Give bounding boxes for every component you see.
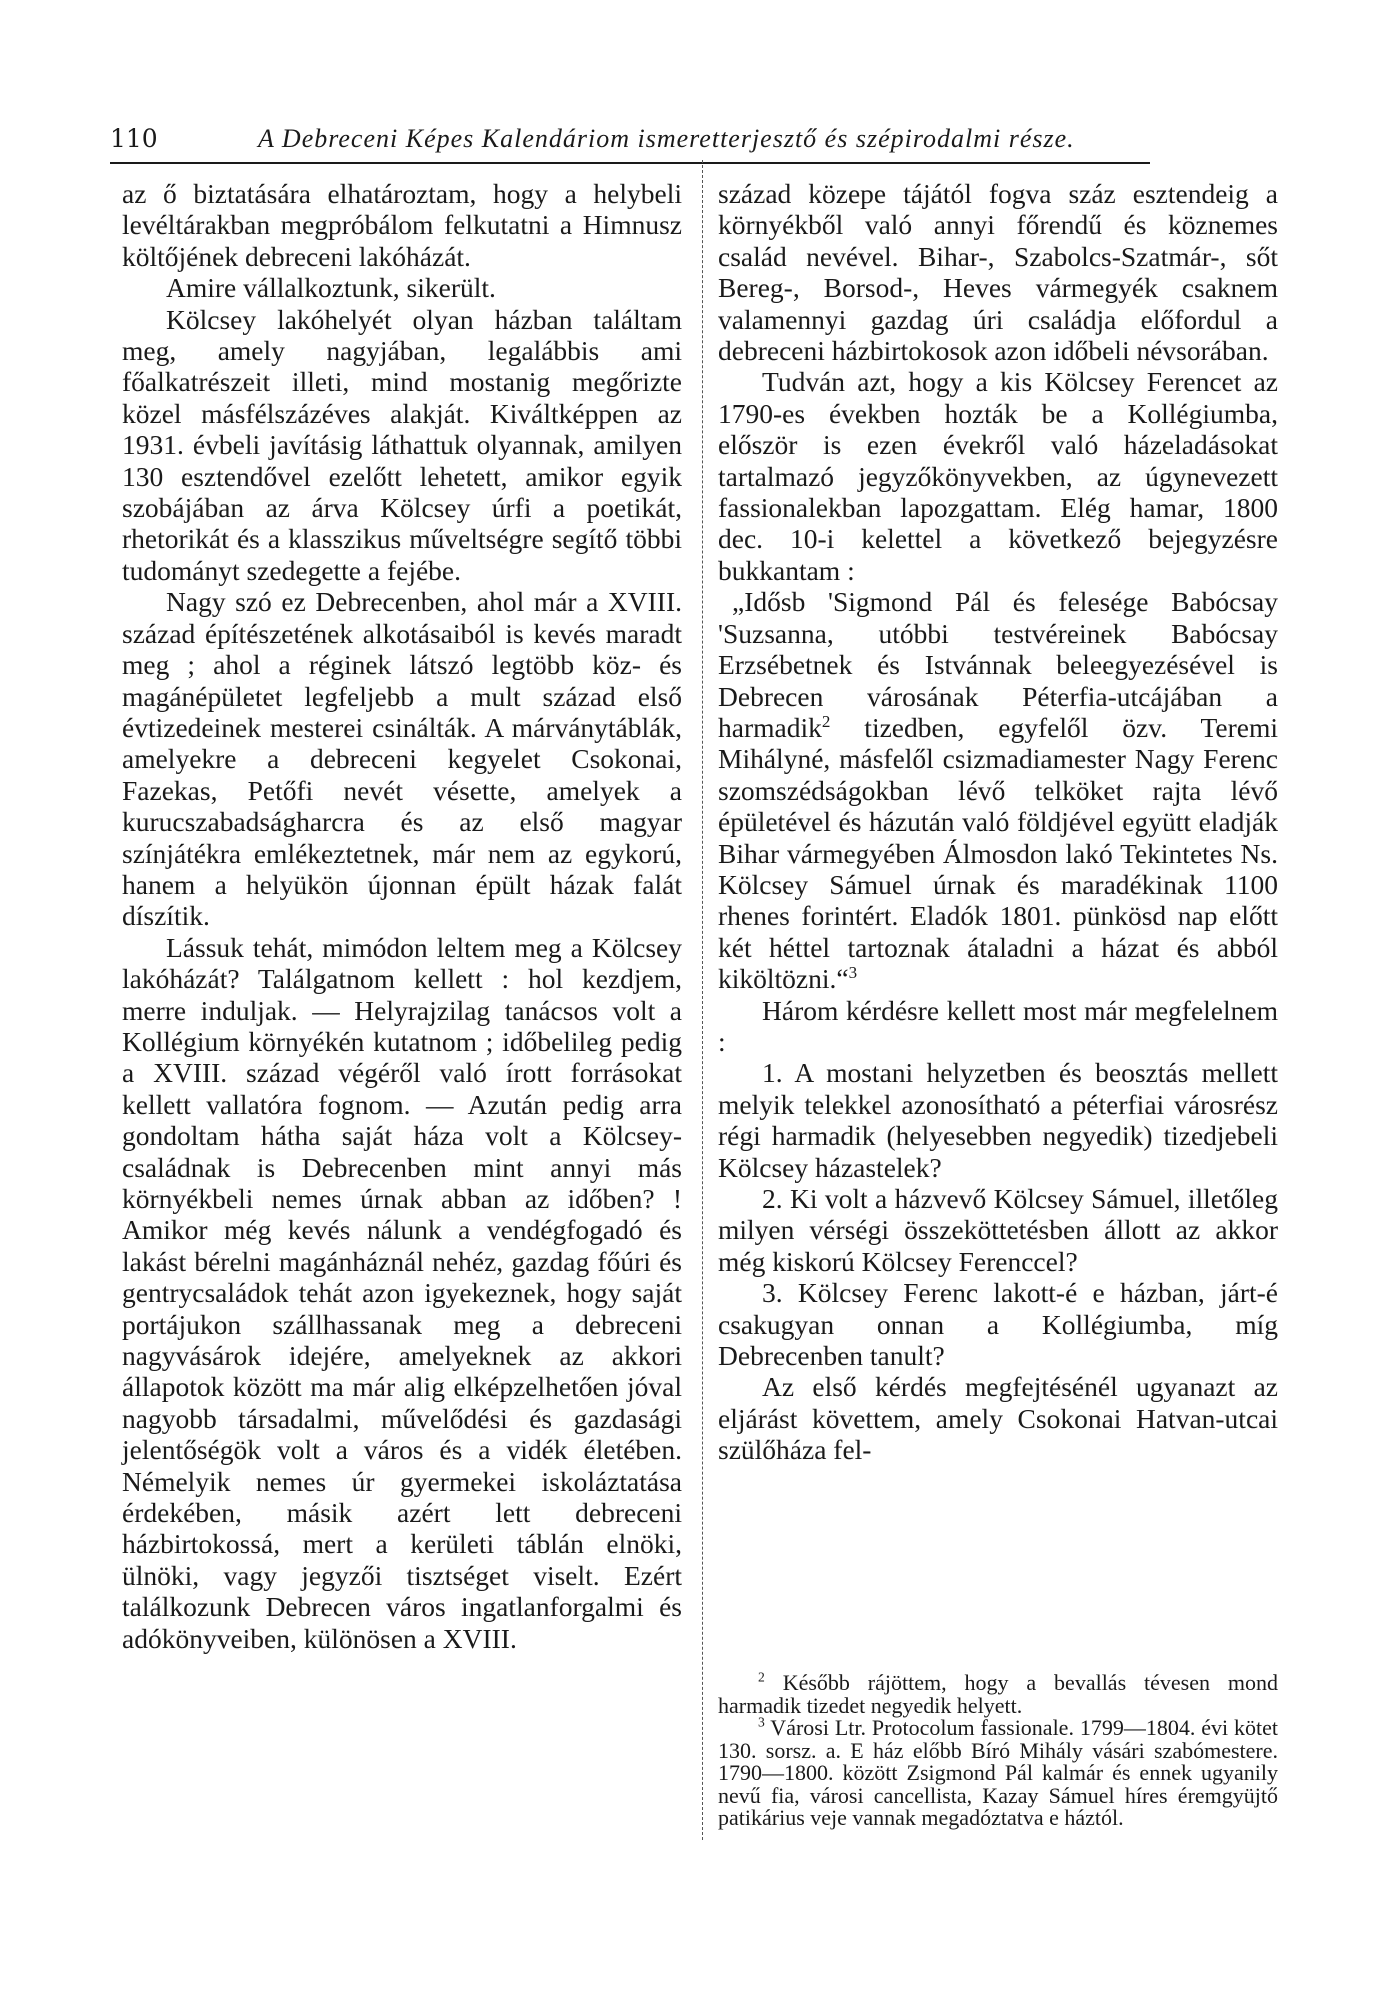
paragraph: Kölcsey lakóhelyét olyan házban találtam meg, amely nagyjában, legalábbis ami főalkatrészeit illeti, mind mostanig megőrizte közel másfélszázéves alakját. Kiváltképpen az 1931. évbeli javításig láthattuk olyannak, amilyen 130 esztendővel ezelőtt lehetett, amikor egyik szobájában az árva Kölcsey úrfi a poetikát, rhetorikát és a klasszikus műveltségre segítő többi tudományt szedegette a fejébe. bbox=[122, 303, 682, 586]
question-3: 3. Kölcsey Ferenc lakott-é e házban, járt-é csakugyan onnan a Kollégiumba, míg Debrecenben tanult? bbox=[718, 1277, 1278, 1372]
quote-text: tizedben, egyfelől özv. Teremi Mihályné, másfelől csizmadiamester Nagy Ferenc szomszédságokban lévő telköket rajta lévő épületével és házután való földjével együtt eladják Bihar vármegyében Álmosdon lakó Tekintetes Ns. Kölcsey Sámuel úrnak és maradékinak 1100 rhenes forintért. Eladók 1801. pünkösd nap előtt két héttel tartoznak átaladni a házat és abból kiköltözni.“ bbox=[718, 711, 1278, 995]
footnote-ref: 2 bbox=[821, 711, 831, 731]
quote-text: „Idősb 'Sigmond Pál és felesége Babócsay 'Suzsanna, utóbbi testvéreinek Babócsay Erzsébetnek és Istvánnak beleegyezésével is Debrecen városának Péterfia-utcájában a harmadik bbox=[718, 586, 1278, 743]
footnote-2 bbox=[718, 1669, 1278, 1718]
footnote-3 bbox=[718, 1714, 1278, 1830]
paragraph: Három kérdésre kellett most már megfelelnem : bbox=[718, 994, 1278, 1057]
footnote-mark: 2 bbox=[758, 1669, 765, 1685]
footnote-text: Városi Ltr. Protocolum fassionale. 1799—1804. évi kötet 130. sorsz. a. E ház előbb Bíró Mihály vásári szabómestere. 1790—1800. között Zsigmond Pál kalmár és ennek ugyanily nevű fia, városi cancellista, Kazay Sámuel híres éremgyüjtő patikárius veje vannak megadóztatva e háztól. bbox=[718, 1715, 1278, 1830]
page-header bbox=[110, 124, 1150, 164]
running-title: A Debreceni Képes Kalendáriom ismeretterjesztő és szépirodalmi része. bbox=[258, 124, 1075, 153]
left-column bbox=[122, 178, 682, 1654]
paragraph: Tudván azt, hogy a kis Kölcsey Ferencet az 1790-es években hozták be a Kollégiumba, először is ezen évekről való házeladásokat tartalmazó jegyzőkönyvekben, az úgynevezett fassionalekban lapozgattam. Elég hamar, 1800 dec. 10-i kelettel a következő bejegyzésre bukkantam : bbox=[718, 366, 1278, 586]
paragraph: az ő biztatására elhatároztam, hogy a helybeli levéltárakban megpróbálom felkutatni a Himnusz költőjének debreceni lakóházát. bbox=[122, 178, 682, 272]
page-number: 110 bbox=[110, 124, 158, 153]
question-2: 2. Ki volt a házvevő Kölcsey Sámuel, illetőleg milyen vérségi összeköttetésben állott az akkor még kiskorú Kölcsey Ferenccel? bbox=[718, 1183, 1278, 1277]
column-divider bbox=[702, 160, 703, 1840]
quoted-record bbox=[718, 586, 1278, 994]
paragraph: Az első kérdés megfejtésénél ugyanazt az eljárást követtem, amely Csokonai Hatvan-utcai szülőháza fel- bbox=[718, 1371, 1278, 1466]
paragraph: Amire vállalkoztunk, sikerült. bbox=[166, 272, 496, 304]
footnote-ref: 3 bbox=[848, 963, 858, 982]
paragraph: Nagy szó ez Debrecenben, ahol már a XVIII. század építészetének alkotásaiból is kevés maradt meg ; ahol a réginek látszó legtöbb köz- és magánépületet legfeljebb a mult század első évtizedeinek mesterei csinálták. A márványtáblák, amelyekre a debreceni kegyelet Csokonai, Fazekas, Petőfi nevét vésette, amelyek a kurucszabadságharcra és az első magyar színjátékra emlékeztetnek, már nem az egykorú, hanem a helyükön újonnan épült házak falát díszítik. bbox=[122, 586, 682, 932]
footnote-mark: 3 bbox=[758, 1714, 765, 1730]
question-1: 1. A mostani helyzetben és beosztás mellett melyik telekkel azonosítható a péterfiai városrész régi harmadik (helyesebben negyedik) tizedjebeli Kölcsey házastelek? bbox=[718, 1057, 1278, 1183]
right-column bbox=[718, 178, 1278, 1466]
paragraph: Lássuk tehát, mimódon leltem meg a Kölcsey lakóházát? Találgatnom kellett : hol kezdjem, merre induljak. — Helyrajzilag tanácsos volt a Kollégium környékén kutatnom ; időbelileg pedig a XVIII. század végéről való írott forrásokat kellett vallatóra fognom. — Azután pedig arra gondoltam hátha saját háza volt a Kölcsey-családnak is Debrecenben mint annyi más környékbeli nemes úrnak abban az időben? ! Amikor még kevés nálunk a vendégfogadó és lakást bérelni magánháznál nehéz, gazdag főúri és gentrycsaládok tehát azon igyekeznek, hogy saját portájukon szállhassanak meg a debreceni nagyvásárok idejére, amelyeknek az akkori állapotok között ma már alig elképzelhetően jóval nagyobb társadalmi, művelődési és gazdasági jelentőségök volt a város és a vidék életében. Némelyik nemes úr gyermekei iskoláztatása érdekében, másik azért lett debreceni házbirtokossá, mert a kerületi táblán elnöki, ülnöki, vagy jegyzői tisztséget viselt. Ezért találkozunk Debrecen város ingatlanforgalmi és adókönyveiben, különösen a XVIII. bbox=[122, 931, 682, 1654]
footnote-text: Később rájöttem, hogy a bevallás tévesen mond harmadik tizedet negyedik helyett. bbox=[718, 1670, 1278, 1718]
footnotes bbox=[718, 1669, 1278, 1830]
paragraph: század közepe tájától fogva száz esztendeig a környékből való annyi főrendű és köznemes család nevével. Bihar-, Szabolcs-Szatmár-, sőt Bereg-, Borsod-, Heves vármegyék csaknem valamennyi gazdag úri családja előfordul a debreceni házbirtokosok azon időbeli névsorában. bbox=[718, 178, 1278, 367]
